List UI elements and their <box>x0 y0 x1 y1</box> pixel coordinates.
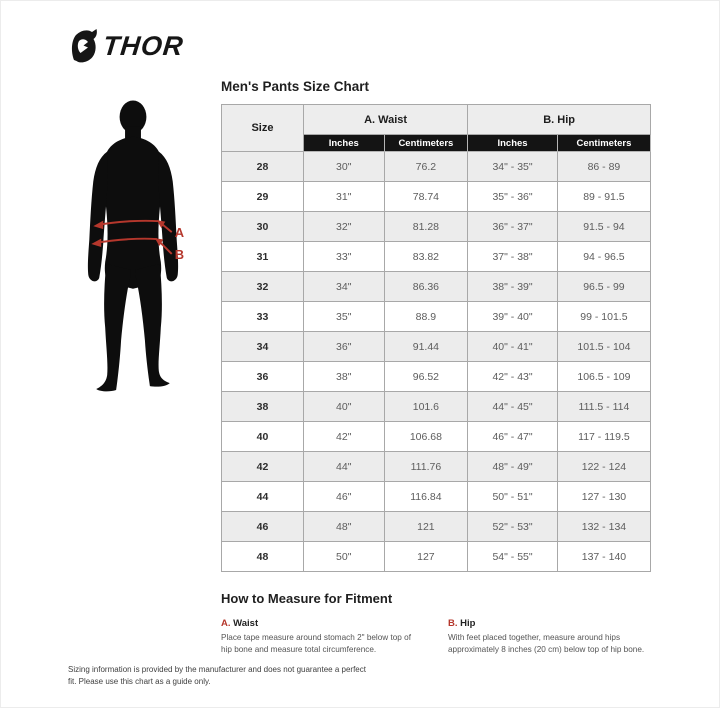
waist-label-a: A <box>174 225 185 241</box>
value-cell: 54" - 55" <box>468 542 558 572</box>
value-cell: 48" - 49" <box>468 452 558 482</box>
value-cell: 78.74 <box>384 182 468 212</box>
measure-waist-text: Place tape measure around stomach 2" below top of hip bone and measure total circumference. <box>221 633 411 655</box>
value-cell: 96.5 - 99 <box>557 272 650 302</box>
value-cell: 35" - 36" <box>468 182 558 212</box>
measure-hip-block <box>448 618 661 657</box>
size-cell: 46 <box>222 512 304 542</box>
value-cell: 106.68 <box>384 422 468 452</box>
table-row <box>222 512 651 542</box>
value-cell: 36" <box>303 332 384 362</box>
thor-logo <box>71 29 184 64</box>
size-cell: 28 <box>222 152 304 182</box>
value-cell: 52" - 53" <box>468 512 558 542</box>
value-cell: 101.5 - 104 <box>557 332 650 362</box>
size-cell: 31 <box>222 242 304 272</box>
thor-logo-text: THOR <box>101 31 186 61</box>
table-row <box>222 392 651 422</box>
value-cell: 94 - 96.5 <box>557 242 650 272</box>
value-cell: 76.2 <box>384 152 468 182</box>
value-cell: 42" <box>303 422 384 452</box>
value-cell: 37" - 38" <box>468 242 558 272</box>
value-cell: 38" - 39" <box>468 272 558 302</box>
value-cell: 86.36 <box>384 272 468 302</box>
body-figure <box>57 99 209 397</box>
size-cell: 40 <box>222 422 304 452</box>
value-cell: 122 - 124 <box>557 452 650 482</box>
hip-inches-header: Inches <box>468 135 558 152</box>
value-cell: 40" - 41" <box>468 332 558 362</box>
value-cell: 33" <box>303 242 384 272</box>
table-row <box>222 452 651 482</box>
size-cell: 44 <box>222 482 304 512</box>
value-cell: 34" <box>303 272 384 302</box>
value-cell: 50" - 51" <box>468 482 558 512</box>
measure-heading: How to Measure for Fitment <box>221 591 393 606</box>
size-cell: 48 <box>222 542 304 572</box>
table-row <box>222 542 651 572</box>
table-header-groups <box>222 105 651 135</box>
value-cell: 46" - 47" <box>468 422 558 452</box>
table-row <box>222 152 651 182</box>
value-cell: 81.28 <box>384 212 468 242</box>
value-cell: 101.6 <box>384 392 468 422</box>
value-cell: 46" <box>303 482 384 512</box>
size-cell: 33 <box>222 302 304 332</box>
size-table-body <box>222 152 651 572</box>
table-row <box>222 302 651 332</box>
value-cell: 40" <box>303 392 384 422</box>
table-row <box>222 242 651 272</box>
measure-hip-text: With feet placed together, measure around hips approximately 8 inches (20 cm) below top of hip bone. <box>448 633 645 655</box>
measure-waist-word: Waist <box>230 618 259 629</box>
table-row <box>222 212 651 242</box>
how-to-measure-section <box>221 591 661 657</box>
size-cell: 36 <box>222 362 304 392</box>
male-silhouette-illustration <box>57 99 209 397</box>
table-row <box>222 272 651 302</box>
value-cell: 121 <box>384 512 468 542</box>
thor-helmet-icon <box>71 29 98 64</box>
size-cell: 29 <box>222 182 304 212</box>
value-cell: 30" <box>303 152 384 182</box>
value-cell: 111.5 - 114 <box>557 392 650 422</box>
waist-inches-header: Inches <box>303 135 384 152</box>
value-cell: 50" <box>303 542 384 572</box>
table-row <box>222 422 651 452</box>
column-group-hip: B. Hip <box>468 105 651 135</box>
value-cell: 36" - 37" <box>468 212 558 242</box>
value-cell: 32" <box>303 212 384 242</box>
measure-hip-title <box>448 618 651 629</box>
size-cell: 42 <box>222 452 304 482</box>
value-cell: 39" - 40" <box>468 302 558 332</box>
measure-hip-word: Hip <box>457 618 476 629</box>
measure-waist-prefix: A. <box>221 618 231 629</box>
value-cell: 116.84 <box>384 482 468 512</box>
value-cell: 89 - 91.5 <box>557 182 650 212</box>
size-chart-table <box>221 104 651 572</box>
value-cell: 127 <box>384 542 468 572</box>
table-row <box>222 182 651 212</box>
value-cell: 42" - 43" <box>468 362 558 392</box>
value-cell: 48" <box>303 512 384 542</box>
value-cell: 132 - 134 <box>557 512 650 542</box>
value-cell: 106.5 - 109 <box>557 362 650 392</box>
value-cell: 88.9 <box>384 302 468 332</box>
value-cell: 44" - 45" <box>468 392 558 422</box>
measure-waist-title <box>221 618 418 629</box>
table-row <box>222 482 651 512</box>
measure-waist-block <box>221 618 448 657</box>
value-cell: 34" - 35" <box>468 152 558 182</box>
measure-hip-prefix: B. <box>448 618 458 629</box>
column-header-size: Size <box>222 105 304 152</box>
value-cell: 137 - 140 <box>557 542 650 572</box>
value-cell: 83.82 <box>384 242 468 272</box>
table-row <box>222 362 651 392</box>
column-group-waist: A. Waist <box>303 105 467 135</box>
value-cell: 38" <box>303 362 384 392</box>
value-cell: 99 - 101.5 <box>557 302 650 332</box>
value-cell: 127 - 130 <box>557 482 650 512</box>
hip-label-b: B <box>174 246 185 262</box>
page-title: Men's Pants Size Chart <box>221 79 369 94</box>
size-cell: 32 <box>222 272 304 302</box>
value-cell: 44" <box>303 452 384 482</box>
table-row <box>222 332 651 362</box>
value-cell: 96.52 <box>384 362 468 392</box>
sizing-disclaimer: Sizing information is provided by the manufacturer and does not guarantee a perfect fit. Please use this chart as a guide only. <box>68 665 366 686</box>
size-cell: 30 <box>222 212 304 242</box>
size-cell: 38 <box>222 392 304 422</box>
value-cell: 117 - 119.5 <box>557 422 650 452</box>
waist-centimeters-header: Centimeters <box>384 135 468 152</box>
value-cell: 91.5 - 94 <box>557 212 650 242</box>
value-cell: 86 - 89 <box>557 152 650 182</box>
value-cell: 91.44 <box>384 332 468 362</box>
value-cell: 111.76 <box>384 452 468 482</box>
value-cell: 31" <box>303 182 384 212</box>
size-cell: 34 <box>222 332 304 362</box>
value-cell: 35" <box>303 302 384 332</box>
hip-centimeters-header: Centimeters <box>557 135 650 152</box>
